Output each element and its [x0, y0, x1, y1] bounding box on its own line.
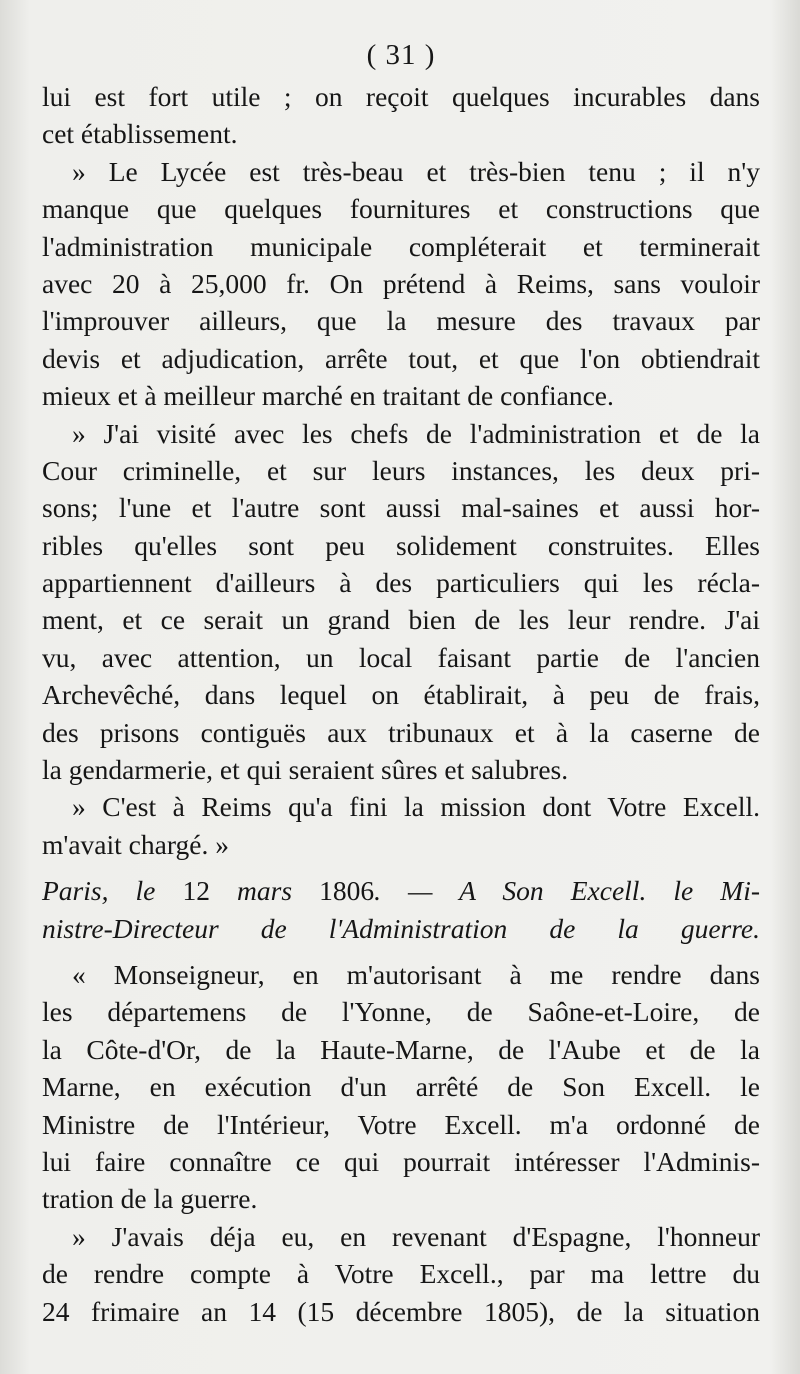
text-line: Marne, en exécution d'un arrêté de Son Excell. le [42, 1071, 760, 1103]
text-line: Ministre de l'Intérieur, Votre Excell. m'a ordonné de [42, 1108, 760, 1140]
heading-month: mars [209, 875, 320, 907]
text-block-upper [42, 78, 760, 863]
text-line: lui faire connaître ce qui pourrait intéresser l'Adminis- [42, 1145, 760, 1177]
text-line: tration de la guerre. [42, 1183, 258, 1215]
letter-heading-line-1 [42, 872, 760, 909]
page-number: ( 31 ) [366, 39, 436, 71]
text-line: l'administration municipale compléterait et terminerait [42, 230, 760, 262]
text-block-lower [42, 956, 760, 1330]
heading-year: 1806 [319, 875, 375, 907]
text-line: vu, avec attention, un local faisant partie de l'ancien [42, 641, 760, 673]
text-line: l'improuver ailleurs, que la mesure des travaux par [42, 305, 760, 337]
text-line: sons; l'une et l'autre sont aussi mal-saines et aussi hor- [42, 492, 760, 524]
text-line: des prisons contiguës aux tribunaux et à la caserne de [42, 716, 760, 748]
text-line: appartiennent d'ailleurs à des particuliers qui les récla- [42, 567, 760, 599]
text-line: » J'avais déja eu, en revenant d'Espagne, l'honneur [72, 1220, 760, 1252]
text-line: les départemens de l'Yonne, de Saône-et-Loire, de [42, 996, 760, 1028]
text-line: « Monseigneur, en m'autorisant à me rendre dans [72, 958, 760, 990]
text-line: de rendre compte à Votre Excell., par ma lettre du [42, 1258, 760, 1290]
text-line: » C'est à Reims qu'a fini la mission dont Votre Excell. [72, 791, 760, 823]
text-line: ment, et ce serait un grand bien de les leur rendre. J'ai [42, 604, 760, 636]
text-line: 24 frimaire an 14 (15 décembre 1805), de la situation [42, 1295, 760, 1327]
text-line: manque que quelques fournitures et constructions que [42, 193, 760, 225]
heading-day: 12 [182, 875, 210, 907]
text-line: lui est fort utile ; on reçoit quelques incurables dans [42, 81, 760, 112]
text-line: Archevêché, dans lequel on établirait, à peu de frais, [42, 679, 760, 711]
text-line: » J'ai visité avec les chefs de l'administration et de la [72, 417, 760, 449]
text-line: Cour criminelle, et sur leurs instances, les deux pri- [42, 454, 760, 486]
text-line: la Côte-d'Or, de la Haute-Marne, de l'Aube et de la [42, 1033, 760, 1065]
text-line: cet établissement. [42, 118, 238, 150]
letter-heading-line-2: nistre-Directeur de l'Administration de la guerre. [42, 912, 760, 944]
text-line: ribles qu'elles sont peu solidement construites. Elles [42, 529, 760, 561]
text-line: » Le Lycée est très-beau et très-bien tenu ; il n'y [72, 155, 760, 187]
text-line: m'avait chargé. » [42, 828, 229, 860]
text-line: devis et adjudication, arrête tout, et que l'on obtiendrait [42, 342, 760, 374]
text-line: avec 20 à 25,000 fr. On prétend à Reims, sans vouloir [42, 267, 760, 299]
text-line: la gendarmerie, et qui seraient sûres et salubres. [42, 754, 569, 786]
heading-place: Paris, le [42, 875, 183, 907]
text-line: mieux et à meilleur marché en traitant de confiance. [42, 380, 614, 412]
heading-addressee: . — A Son Excell. le Mi- [374, 875, 760, 907]
